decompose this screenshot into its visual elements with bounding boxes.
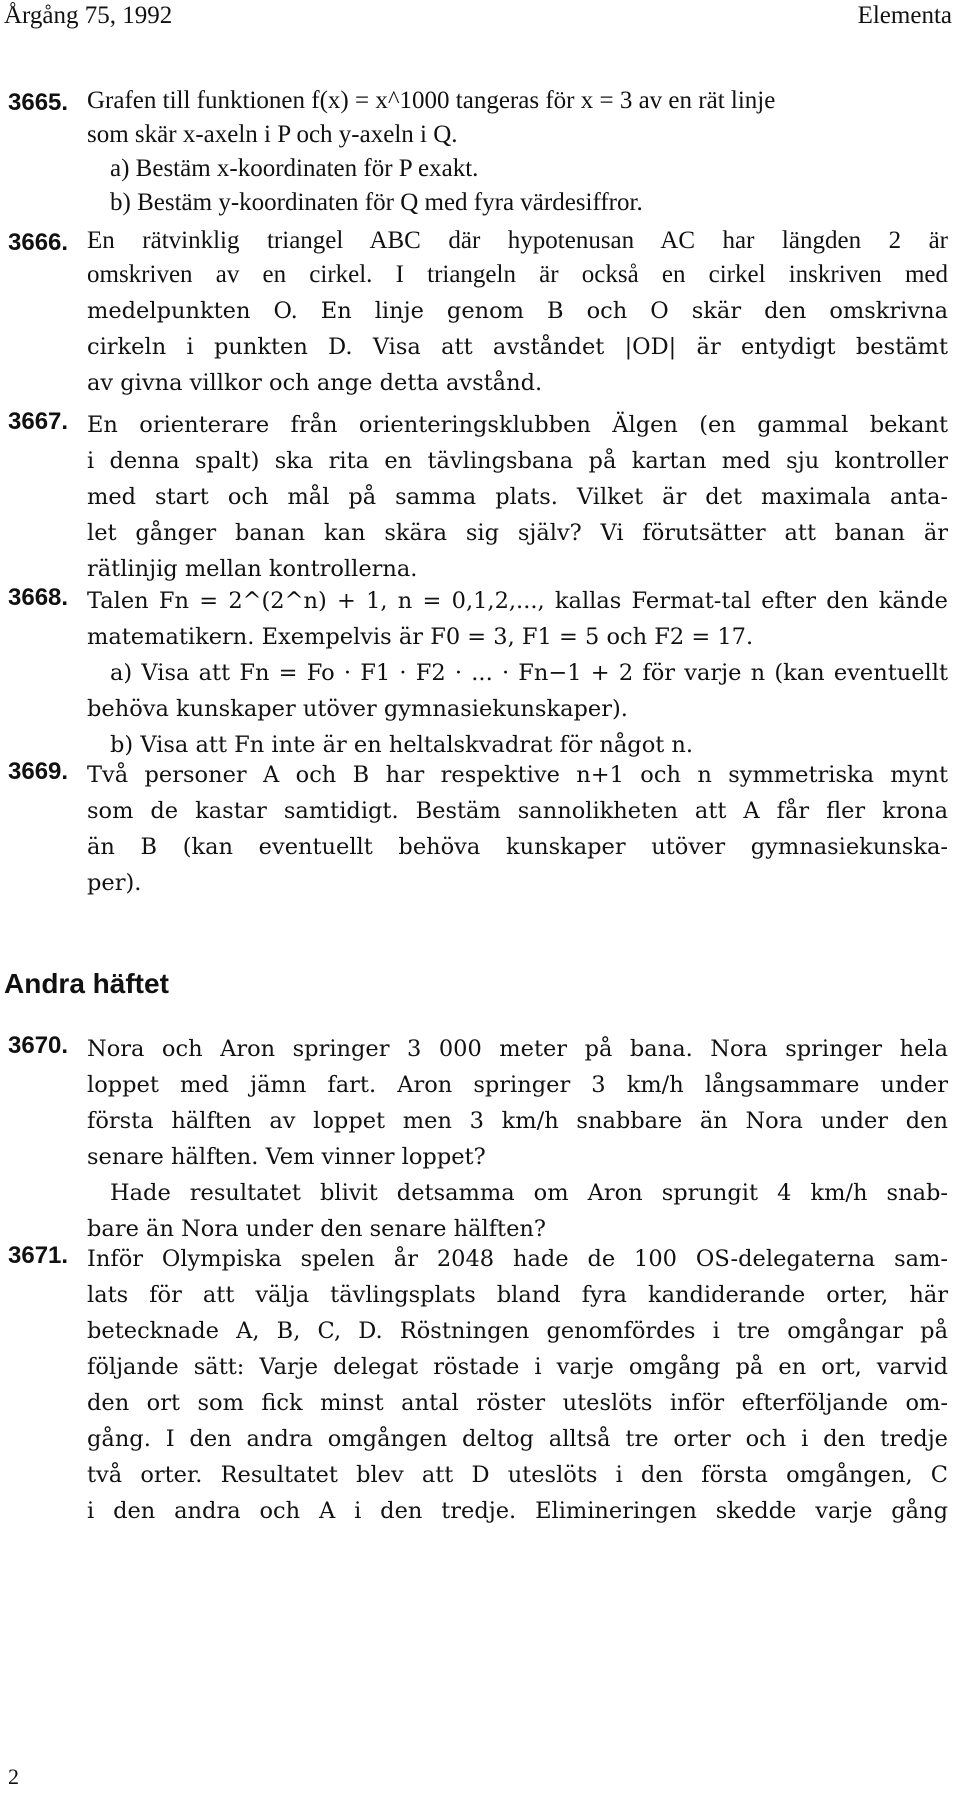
problem-number: 3667. [8,408,69,435]
section-title: Andra häftet [4,968,169,999]
problem-line: som skär x-axeln i P och y-axeln i Q. [87,121,458,148]
problem-line: Inför Olympiska spelen år 2048 hade de 100 OS-delegaterna sam- [87,1246,948,1272]
problem-line: den ort som fick minst antal röster uteslöts inför efterföljande om- [87,1390,948,1416]
problem-line: senare hälften. Vem vinner loppet? [87,1144,486,1170]
problem-line: behöva kunskaper utöver gymnasiekunskaper). [87,696,628,722]
problem-number: 3668. [8,584,69,611]
problem-line: lats för att välja tävlingsplats bland fyra kandiderande orter, här [87,1282,948,1308]
problem-line: matematikern. Exempelvis är F0 = 3, F1 = 5 och F2 = 17. [87,624,754,650]
problem-line: En orienterare från orienteringsklubben Älgen (en gammal bekant [87,412,948,438]
problem-line: En rätvinklig triangel ABC där hypotenusan AC har längden 2 är [87,227,948,254]
problem-line: Två personer A och B har respektive n+1 och n symmetriska mynt [87,762,948,788]
problem-number: 3671. [8,1242,69,1269]
problem-line: i den andra och A i den tredje. Elimineringen skedde varje gång [87,1498,948,1524]
problem-line: a) Bestäm x-koordinaten för P exakt. [110,155,479,182]
problem-line: bare än Nora under den senare hälften? [87,1216,546,1242]
problem-line: b) Bestäm y-koordinaten för Q med fyra värdesiffror. [110,189,643,216]
page-number: 2 [8,1764,19,1789]
problem-number: 3665. [8,89,69,116]
journal-name: Elementa [857,2,952,29]
problem-line: Grafen till funktionen f(x) = x^1000 tangeras för x = 3 av en rät linje [87,87,776,114]
problem-line: Nora och Aron springer 3 000 meter på bana. Nora springer hela [87,1036,948,1062]
problem-line: b) Visa att Fn inte är en heltalskvadrat för något n. [110,732,694,758]
problem-line: Hade resultatet blivit detsamma om Aron sprungit 4 km/h snab- [110,1180,948,1206]
problem-line: loppet med jämn fart. Aron springer 3 km/h långsammare under [87,1072,948,1098]
problem-line: av givna villkor och ange detta avstånd. [87,370,543,396]
problem-number: 3669. [8,758,69,785]
problem-line: i denna spalt) ska rita en tävlingsbana på kartan med sju kontroller [87,448,948,474]
problem-line: cirkeln i punkten D. Visa att avståndet |OD| är entydigt bestämt [87,334,948,360]
problem-number: 3666. [8,229,69,256]
problem-line: Talen Fn = 2^(2^n) + 1, n = 0,1,2,..., kallas Fermat-tal efter den kände [87,588,948,614]
problem-line: betecknade A, B, C, D. Röstningen genomfördes i tre omgångar på [87,1318,948,1344]
problem-line: med start och mål på samma plats. Vilket är det maximala anta- [87,484,948,510]
problem-line: let gånger banan kan skära sig själv? Vi förutsätter att banan är [87,520,948,546]
problem-line: än B (kan eventuellt behöva kunskaper utöver gymnasiekunska- [87,834,948,860]
problem-line: första hälften av loppet men 3 km/h snabbare än Nora under den [87,1108,948,1134]
problem-line: a) Visa att Fn = Fo · F1 · F2 · ... · Fn−1 + 2 för varje n (kan eventuellt [110,660,948,686]
problem-line: som de kastar samtidigt. Bestäm sannolikheten att A får fler krona [87,798,948,824]
problem-line: omskriven av en cirkel. I triangeln är också en cirkel inskriven med [87,261,948,288]
problem-line: medelpunkten O. En linje genom B och O skär den omskrivna [87,298,948,324]
problem-line: två orter. Resultatet blev att D uteslöts i den första omgången, C [87,1462,948,1488]
problem-line: följande sätt: Varje delegat röstade i varje omgång på en ort, varvid [87,1354,948,1380]
problem-line: gång. I den andra omgången deltog alltså tre orter och i den tredje [87,1426,948,1452]
journal-volume: Årgång 75, 1992 [4,2,173,29]
problem-line: rätlinjig mellan kontrollerna. [87,556,418,582]
problem-line: per). [87,870,142,896]
problem-number: 3670. [8,1032,69,1059]
